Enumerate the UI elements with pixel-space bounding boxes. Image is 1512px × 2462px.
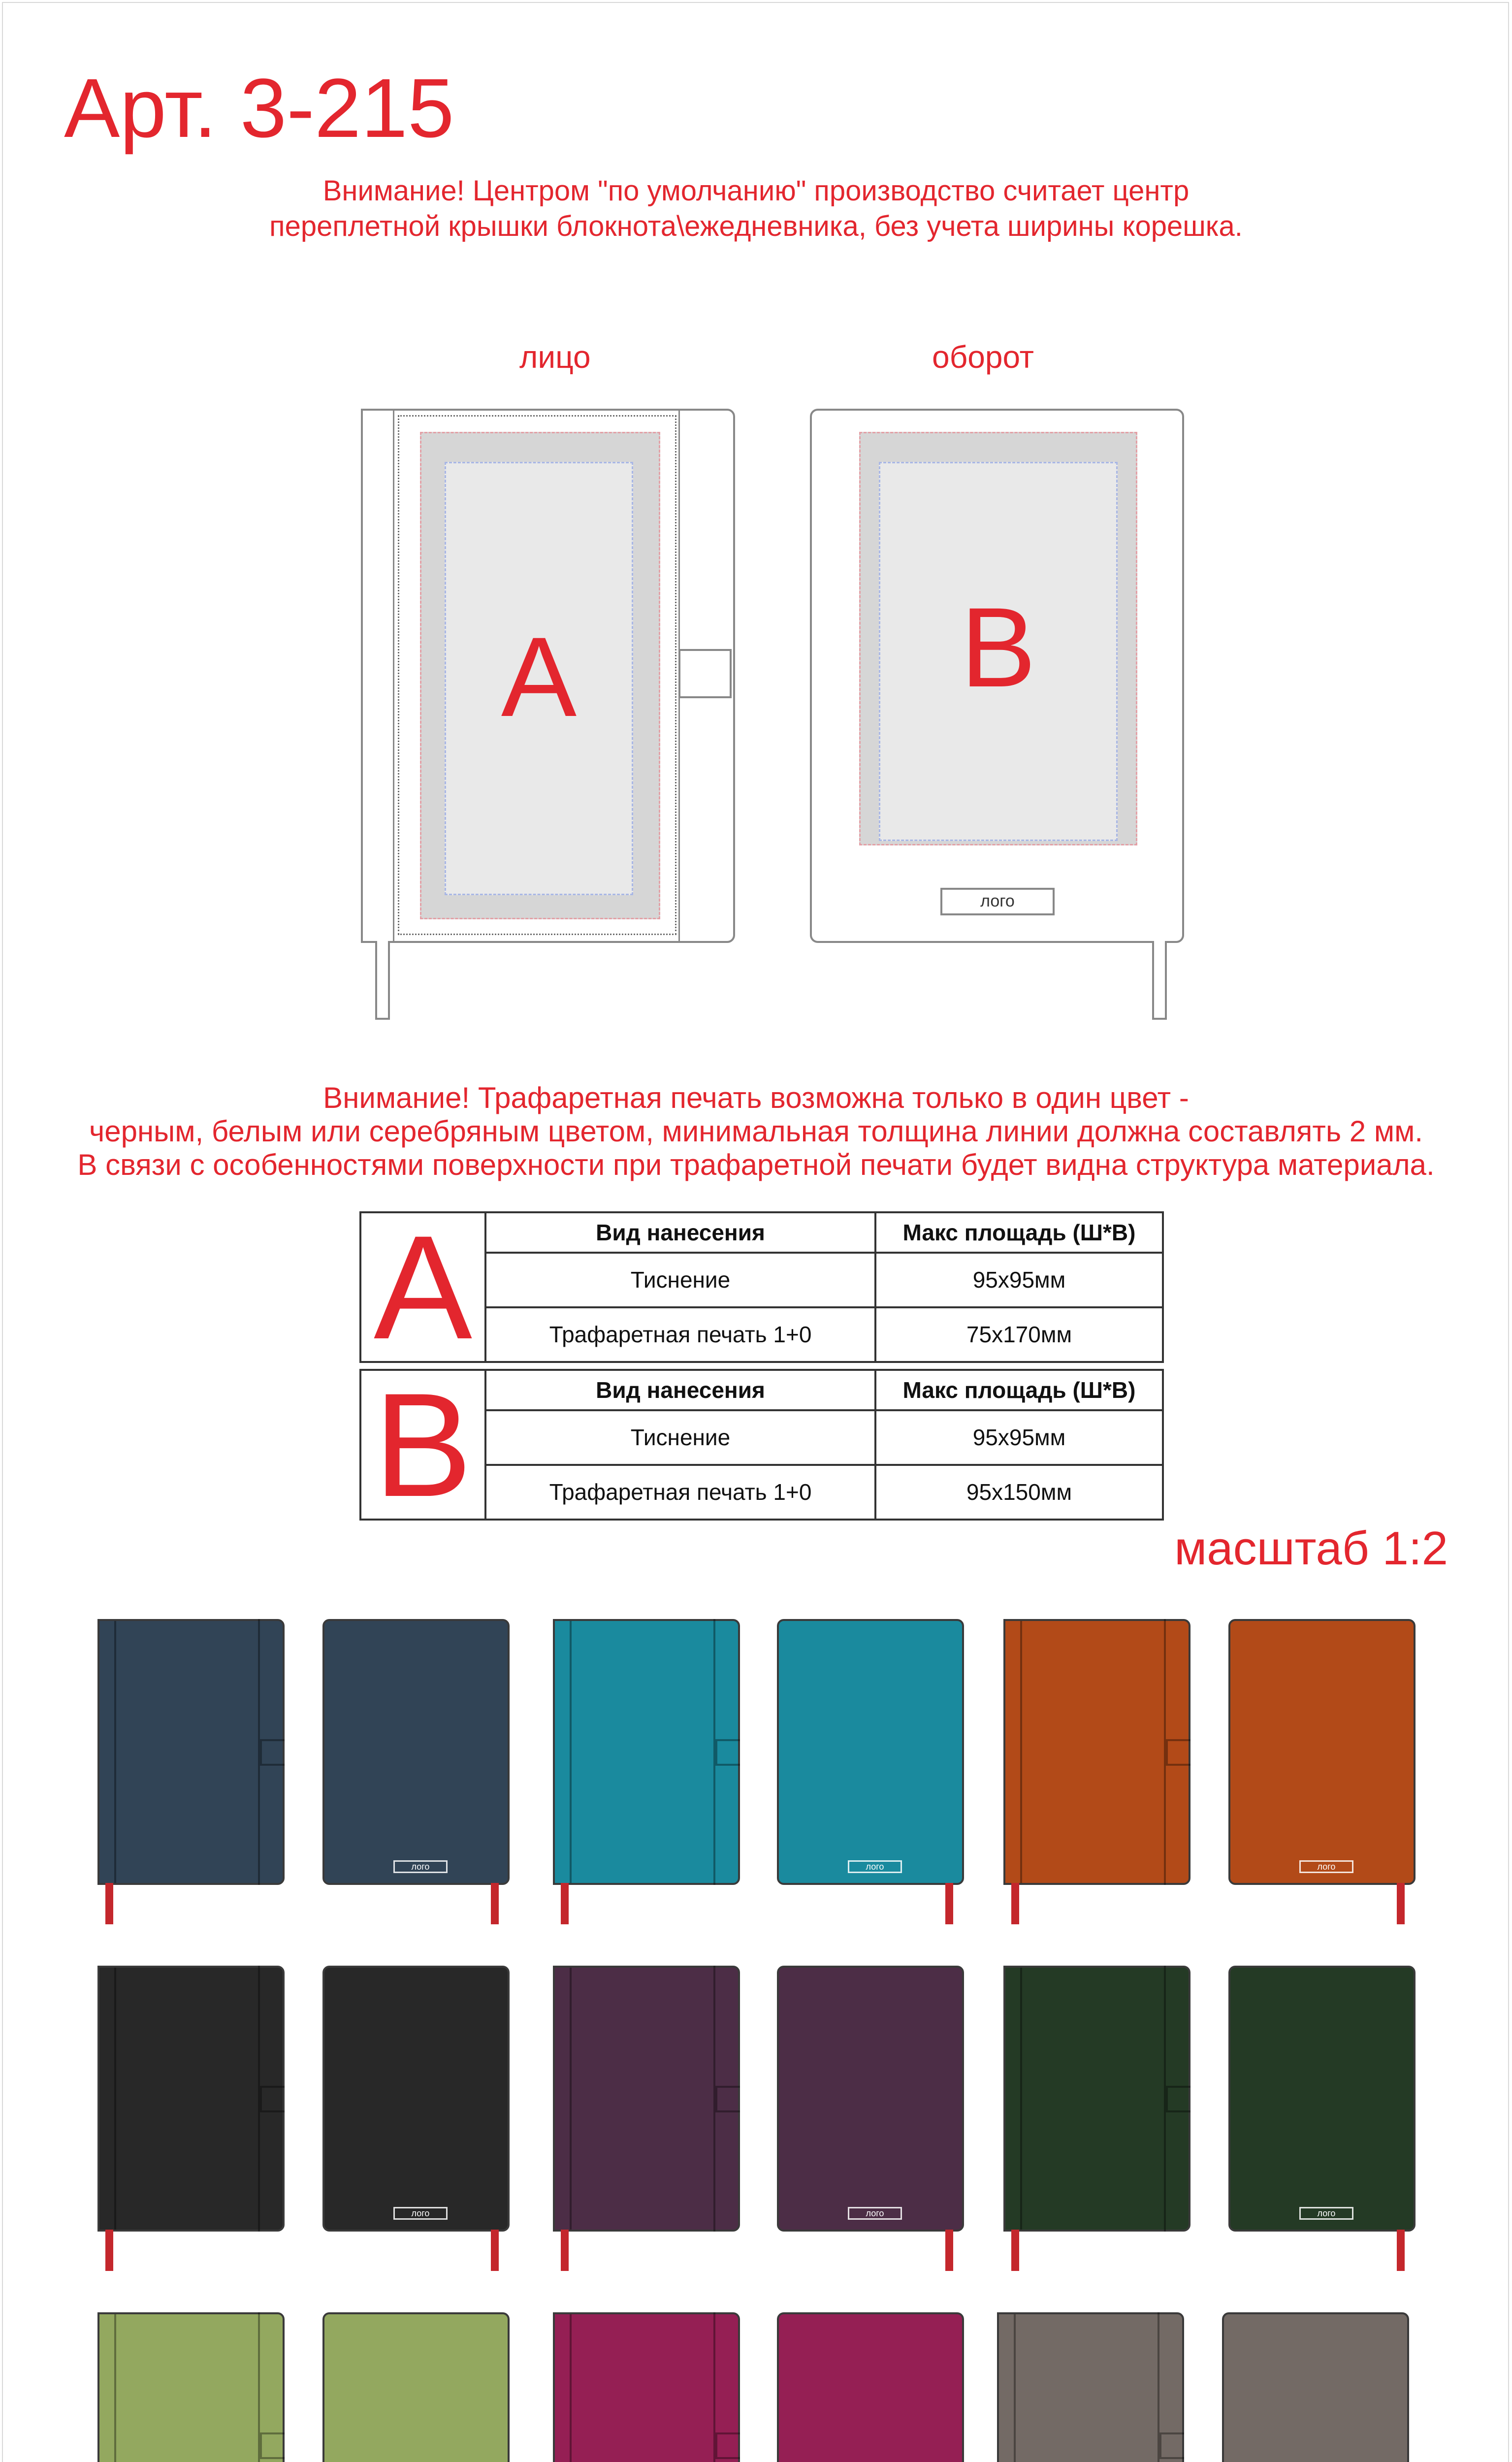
notebook-back	[777, 1619, 964, 1885]
bookmark-ribbon	[1011, 2230, 1019, 2271]
spec-table-b-letter: B	[360, 1370, 485, 1520]
notebook-front	[1003, 1966, 1190, 2232]
bookmark-ribbon	[105, 2230, 113, 2271]
table-cell: 95x150мм	[875, 1465, 1163, 1520]
notebook-front	[97, 1619, 285, 1885]
spine-line	[1020, 1968, 1022, 2230]
notebook-back	[322, 1966, 510, 2232]
scale-label: масштаб 1:2	[1174, 1522, 1448, 1575]
table-cell: 95x95мм	[875, 1253, 1163, 1307]
bookmark-ribbon	[561, 1883, 569, 1924]
column-header-method: Вид нанесения	[485, 1370, 875, 1410]
logo-placeholder: лого	[848, 1860, 902, 1873]
table-cell: Трафаретная печать 1+0	[485, 1465, 875, 1520]
table-cell: 95x95мм	[875, 1410, 1163, 1465]
notebook-front	[1003, 1619, 1190, 1885]
print-notice	[0, 1081, 1512, 1182]
bookmark-ribbon	[491, 1883, 499, 1924]
bookmark-ribbon	[1397, 2230, 1405, 2271]
bookmark-ribbon	[945, 1883, 953, 1924]
center-notice-line-1: Внимание! Центром "по умолчанию" производство считает центр	[322, 175, 1190, 207]
spine-line	[570, 1968, 572, 2230]
logo-placeholder: лого	[940, 888, 1055, 915]
table-cell: Трафаретная печать 1+0	[485, 1307, 875, 1362]
bookmark-ribbon	[491, 2230, 499, 2271]
notebook-back	[1228, 1619, 1415, 1885]
spine-line	[570, 2314, 572, 2462]
notebook-back	[1222, 2312, 1409, 2462]
logo-placeholder: лого	[1299, 1860, 1353, 1873]
table-cell: Тиснение	[485, 1253, 875, 1307]
notebook-back	[322, 1619, 510, 1885]
bookmark-ribbon	[1152, 941, 1167, 1020]
center-notice	[0, 173, 1512, 244]
notebook-back	[777, 2312, 964, 2462]
table-cell: 75x170мм	[875, 1307, 1163, 1362]
spec-table-b	[359, 1362, 1164, 1527]
clasp-tab	[260, 1739, 285, 1766]
zone-b-letter: B	[960, 584, 1036, 711]
clasp-tab	[1166, 2086, 1190, 2112]
notebook-back	[322, 2312, 510, 2462]
clasp-tab	[1166, 1739, 1190, 1766]
spine-line	[1020, 1621, 1022, 1883]
notebook-front	[97, 2312, 285, 2462]
clasp-tab	[260, 2086, 285, 2112]
clasp-tab	[678, 649, 732, 698]
bookmark-ribbon	[105, 1883, 113, 1924]
article-title: Арт. 3-215	[64, 62, 454, 155]
clasp-tab	[260, 2432, 285, 2459]
clasp-tab	[715, 2432, 740, 2459]
spine-line	[570, 1621, 572, 1883]
center-notice-line-2: переплетной крышки блокнота\ежедневника, без учета ширины корешка.	[269, 210, 1243, 242]
back-view-label: оборот	[932, 339, 1034, 375]
bookmark-ribbon	[1011, 1883, 1019, 1924]
notebook-front	[553, 1966, 740, 2232]
logo-placeholder: лого	[848, 2207, 902, 2220]
spine-line	[393, 409, 394, 943]
spec-table-a	[359, 1204, 1164, 1370]
notebook-front	[553, 2312, 740, 2462]
logo-placeholder: лого	[1299, 2207, 1353, 2220]
column-header-method: Вид нанесения	[485, 1212, 875, 1253]
notebook-back	[777, 1966, 964, 2232]
clasp-tab	[1159, 2432, 1184, 2459]
column-header-max-area: Макс площадь (Ш*В)	[875, 1370, 1163, 1410]
spine-line	[1014, 2314, 1016, 2462]
column-header-max-area: Макс площадь (Ш*В)	[875, 1212, 1163, 1253]
print-notice-line-1: Внимание! Трафаретная печать возможна только в один цвет -	[323, 1081, 1189, 1114]
notebook-front	[97, 1966, 285, 2232]
bookmark-ribbon	[1397, 1883, 1405, 1924]
notebook-front	[997, 2312, 1184, 2462]
clasp-tab	[715, 1739, 740, 1766]
bookmark-ribbon	[375, 941, 390, 1020]
zone-a-letter: A	[501, 614, 577, 740]
spine-line	[114, 2314, 116, 2462]
spine-line	[114, 1968, 116, 2230]
print-notice-line-2: черным, белым или серебряным цветом, минимальная толщина линии должна составлять 2 мм.	[89, 1115, 1423, 1148]
logo-placeholder: лого	[393, 2207, 448, 2220]
bookmark-ribbon	[561, 2230, 569, 2271]
front-view-label: лицо	[519, 339, 591, 375]
table-cell: Тиснение	[485, 1410, 875, 1465]
clasp-tab	[715, 2086, 740, 2112]
spine-line	[114, 1621, 116, 1883]
notebook-back	[1228, 1966, 1415, 2232]
logo-placeholder: лого	[393, 1860, 448, 1873]
bookmark-ribbon	[945, 2230, 953, 2271]
spec-table-a-letter: A	[360, 1212, 485, 1362]
print-notice-line-3: В связи с особенностями поверхности при трафаретной печати будет видна структура материала.	[77, 1148, 1435, 1181]
notebook-front	[553, 1619, 740, 1885]
